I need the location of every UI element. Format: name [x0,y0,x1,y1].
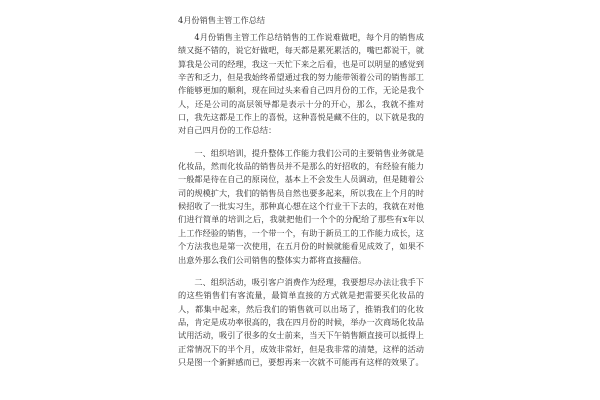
paragraph-training: 一、组织培训，提升整体工作能力我们公司的主要销售业务就是化妆品，然而化妆品的销售员并不是那么的好招收的，有经验有能力一般都是待在自己的原岗位，基本上不会发生人员调动，但是随着公司的规模扩大，我们的销售员自然也要多起来，所以我在上个月的时候招收了一批实习生，那种真心想在这个行业干下去的，我就在对他们进行简单的培训之后，我就把他们一个个的分配给了那些有x年以上工作经验的销售，一个带一个，有助于新员工的工作能力成长，这个方法我也是第一次使用，在五月份的时候就能看见成效了，如果不出意外那么我们公司销售的整体实力都将直接翻倍。 [178,147,424,265]
document-title: 4月份销售主管工作总结 [178,15,266,25]
paragraph-intro: 4月份销售主管工作总结销售的工作说难做吧，每个月的销售成绩又挺不错的，说它好做吧，每天都是累死累活的，嘴巴都说干，就算我是公司的经理，我这一天忙下来之后看，也是可以明显的感觉到辛苦和乏力，但是我始终希望通过我的努力能带领着公司的销售部工作能够更加的顺利，现在回过头来看自己四月份的工作，无论是我个人，还是公司的高层领导都是表示十分的开心，那么，我就不推对口，我先这都是工作上的喜悦，这种喜悦是藏不住的，以下就是我的对自己四月份的工作总结： [178,32,424,136]
paragraph-activity: 二、组织活动，吸引客户消费作为经理，我要想尽办法让我手下的这些销售们有客流量，最简单直接的方式就是把需要买化妆品的人，都集中起来，然后我们的销售就可以出场了，推销我们的化妆品，肯定是成功率很高的，我在四月份的时候，举办一次商场化妆品试用活动，吸引了很多的女士前来，当天下午销售额直接可以抵得上正常情况下的半个月，成效非常好，但是我非常的清楚，这样的活动只是图一个新鲜感而已，要想再来一次就不可能再有这样的效果了。 [178,276,424,367]
document-body [178,14,424,369]
